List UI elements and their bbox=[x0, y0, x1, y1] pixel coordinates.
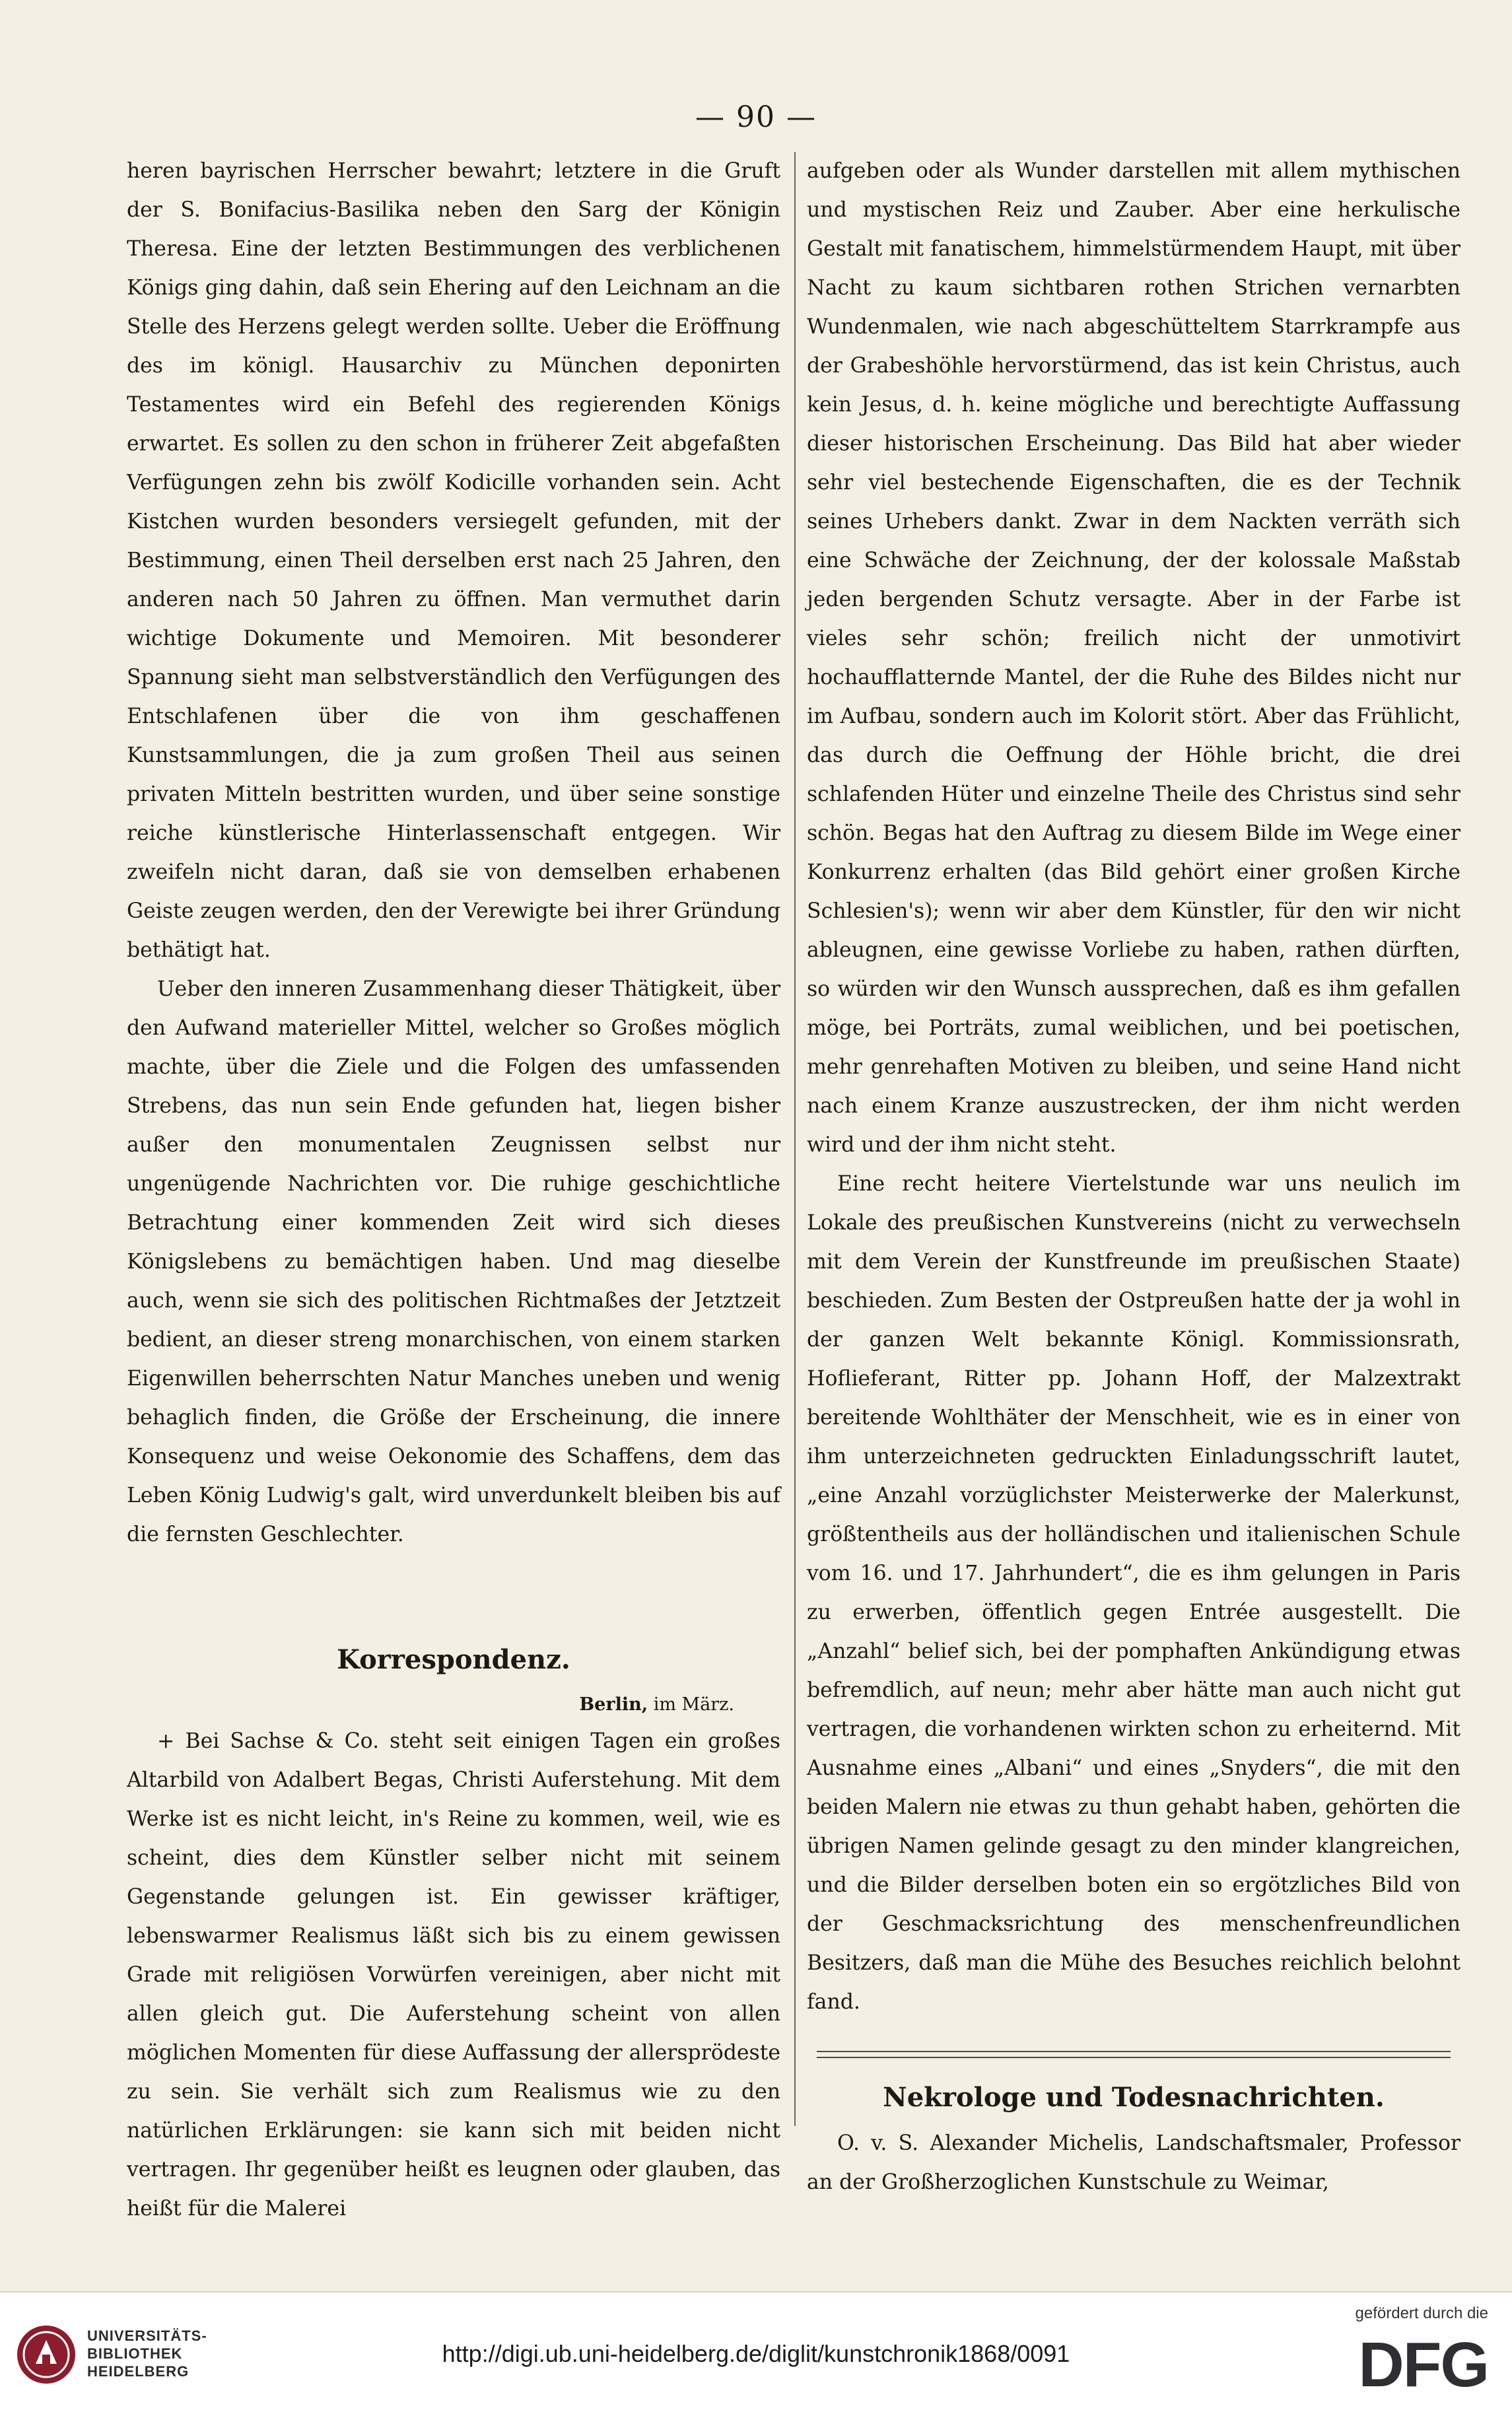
dateline-date: im März. bbox=[653, 1694, 734, 1715]
university-name-line: HEIDELBERG bbox=[87, 2363, 189, 2380]
dfg-logo: DFG bbox=[1358, 2329, 1488, 2400]
page-number: — 90 — bbox=[695, 100, 817, 134]
paragraph: heren bayrischen Herrscher bewahrt; letztere in die Gruft der S. Bonifacius-Basilika neben den Sarg der Königin Theresa. Eine der letzten Bestimmungen des verblichenen Königs ging dahin, daß sein Ehering auf den Leichnam an die Stelle des Herzens gelegt werden sollte. Ueber die Eröffnung des im königl. Hausarchiv zu München deponirten Testamentes wird ein Befehl des regierenden Königs erwartet. Es sollen zu den schon in früherer Zeit abgefaßten Verfügungen zehn bis zwölf Kodicille vorhanden sein. Acht Kistchen wurden besonders versiegelt gefunden, mit der Bestimmung, einen Theil derselben erst nach 25 Jahren, den anderen nach 50 Jahren zu öffnen. Man vermuthet darin wichtige Dokumente und Memoiren. Mit besonderer Spannung sieht man selbstverständlich den Verfügungen des Entschlafenen über die von ihm geschaffenen Kunstsammlungen, die ja zum großen Theil aus seinen privaten Mitteln bestritten wurden, und über seine sonstige reiche künstlerische Hinterlassenschaft entgegen. Wir zweifeln nicht daran, daß sie von demselben erhabenen Geiste zeugen werden, den der Verewigte bei ihrer Gründung bethätigt hat. bbox=[127, 159, 780, 962]
paragraph: Eine recht heitere Viertelstunde war uns neulich im Lokale des preußischen Kunstvereins (nicht zu verwechseln mit dem Verein der Kunstfreunde im preußischen Staate) beschieden. Zum Besten der Ostpreußen hatte der ja wohl in der ganzen Welt bekannte Königl. Kommissionsrath, Hoflieferant, Ritter pp. Johann Hoff, der Malzextrakt bereitende Wohlthäter der Menschheit, wie es in einer von ihm unterzeichneten gedruckten Einladungsschrift lautet, „eine Anzahl vorzüglichster Meisterwerke der Malerkunst, größtentheils aus der holländischen und italienischen Schule vom 16. und 17. Jahrhundert“, die es ihm gelungen in Paris zu erwerben, öffentlich gegen Entrée ausgestellt. Die „Anzahl“ belief sich, bei der pomphaften Ankündigung etwas befremdlich, auf neun; mehr aber hätte man auch nicht gut vertragen, die vorhandenen wirkten schon zu erheiternd. Mit Ausnahme eines „Albani“ und eines „Snyders“, die mit den beiden Malern nie etwas zu thun gehabt haben, gehörten die übrigen Namen gelinde gesagt zu den minder klangreichen, und die Bilder derselben boten ein so ergötzliches Bild von der Geschmacksrichtung des menschenfreundlichen Besitzers, daß man die Mühe des Besuches reichlich belohnt fand. bbox=[807, 1172, 1460, 2014]
right-column bbox=[807, 152, 1460, 2202]
paragraph: + Bei Sachse & Co. steht seit einigen Tagen ein großes Altarbild von Adalbert Begas, Christi Auferstehung. Mit dem Werke ist es nicht leicht, in's Reine zu kommen, weil, wie es scheint, dies dem Künstler selber nicht mit seinem Gegenstande gelungen ist. Ein gewisser kräftiger, lebenswarmer Realismus läßt sich bis zu einem gewissen Grade mit religiösen Vorwürfen vereinigen, aber nicht mit allen gleich gut. Die Auferstehung scheint von allen möglichen Momenten für diese Auffassung der allersprödeste zu sein. Sie verhält sich zum Realismus wie zu den natürlichen Erklärungen: sie kann sich mit beiden nicht vertragen. Ihr gegenüber heißt es leugnen oder glauben, das heißt für die Malerei bbox=[127, 1729, 780, 2221]
paragraph: aufgeben oder als Wunder darstellen mit allem mythischen und mystischen Reiz und Zauber. Aber eine herkulische Gestalt mit fanatischem, himmelstürmendem Haupt, mit über Nacht zu kaum sichtbaren rothen Strichen vernarbten Wundenmalen, wie nach abgeschütteltem Starrkrampfe aus der Grabeshöhle hervorstürmend, das ist kein Christus, auch kein Jesus, d. h. keine mögliche und berechtigte Auffassung dieser historischen Erscheinung. Das Bild hat aber wieder sehr viel bestechende Eigenschaften, die es der Technik seines Urhebers dankt. Zwar in dem Nackten verräth sich eine Schwäche der Zeichnung, der der kolossale Maßstab jeden bergenden Schutz versagte. Aber in der Farbe ist vieles sehr schön; freilich nicht der unmotivirt hochaufflatternde Mantel, der die Ruhe des Bildes nicht nur im Aufbau, sondern auch im Kolorit stört. Aber das Frühlicht, das durch die Oeffnung der Höhle bricht, die drei schlafenden Hüter und einzelne Theile des Christus sind sehr schön. Begas hat den Auftrag zu diesem Bilde im Wege einer Konkurrenz erhalten (das Bild gehört einer großen Kirche Schlesien's); wenn wir aber dem Künstler, für den wir nicht ableugnen, eine gewisse Vorliebe zu haben, rathen dürften, so würden wir den Wunsch aussprechen, daß es ihm gefallen möge, bei Porträts, zumal weiblichen, und bei poetischen, mehr genrehaften Motiven zu bleiben, und seine Hand nicht nach einem Kranze auszustrecken, der ihm nicht werden wird und der ihm nicht steht. bbox=[807, 159, 1460, 1157]
dateline-city: Berlin, bbox=[579, 1694, 648, 1715]
section-heading-nekrologe: Nekrologe und Todesnachrichten. bbox=[883, 2082, 1385, 2113]
paragraph: O. v. S. Alexander Michelis, Landschaftsmaler, Professor an der Großherzoglichen Kunstschule zu Weimar, bbox=[807, 2131, 1460, 2194]
footer-bar bbox=[0, 2291, 1512, 2414]
section-heading-korrespondenz: Korrespondenz. bbox=[337, 1644, 570, 1675]
source-url-link[interactable]: http://digi.ub.uni-heidelberg.de/diglit/kunstchronik1868/0091 bbox=[442, 2340, 1070, 2367]
funded-by-label: gefördert durch die bbox=[1355, 2304, 1488, 2322]
university-name-line: UNIVERSITÄTS- bbox=[87, 2328, 207, 2344]
column-divider bbox=[794, 152, 796, 2126]
left-column bbox=[127, 152, 780, 2228]
paragraph: Ueber den inneren Zusammenhang dieser Thätigkeit, über den Aufwand materieller Mittel, welcher so Großes möglich machte, über die Ziele und die Folgen des umfassenden Strebens, das nun sein Ende gefunden hat, liegen bisher außer den monumentalen Zeugnissen selbst nur ungenügende Nachrichten vor. Die ruhige geschichtliche Betrachtung einer kommenden Zeit wird sich dieses Königslebens zu bemächtigen haben. Und mag dieselbe auch, wenn sie sich des politischen Richtmaßes der Jetztzeit bedient, an dieser streng monarchischen, von einem starken Eigenwillen beherrschten Natur Manches uneben und wenig behaglich finden, die Größe der Erscheinung, die innere Konsequenz und weise Oekonomie des Schaffens, dem das Leben König Ludwig's galt, wird unverdunkelt bleiben bis auf die fernsten Geschlechter. bbox=[127, 977, 780, 1546]
section-separator bbox=[817, 2051, 1451, 2058]
dateline bbox=[127, 1688, 780, 1722]
university-name-line: BIBLIOTHEK bbox=[87, 2345, 183, 2362]
